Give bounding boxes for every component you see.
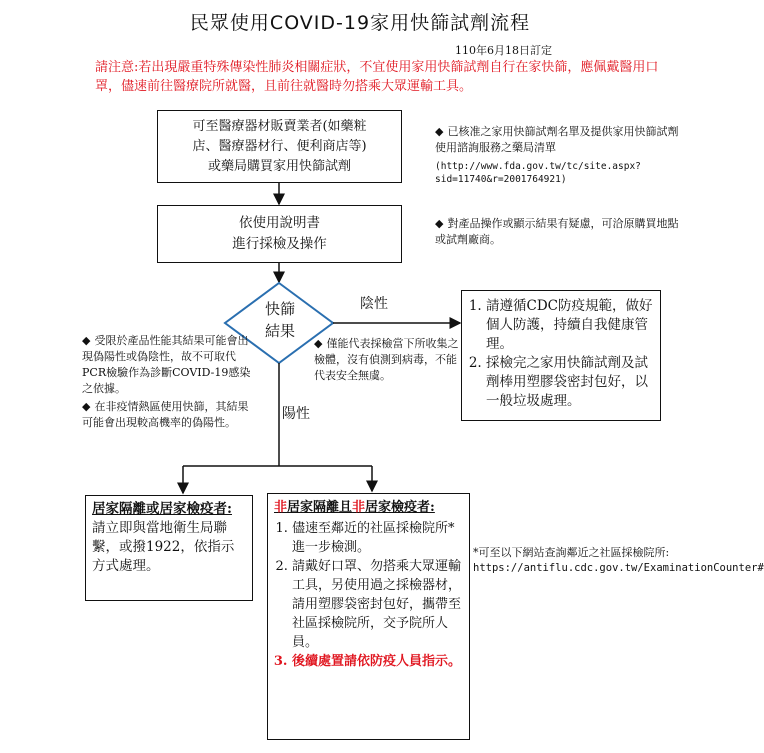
step2-line1: 依使用說明書 [239, 215, 320, 231]
issue-date: 110年6月18日訂定 [455, 44, 552, 57]
non-quarantine-item-2: 2. 請戴好口罩、勿搭乘大眾運輸工具，另使用過之採檢器材，請用塑膠袋密封包好，攜帶至社區採檢院所，交予院所人員。 [292, 557, 463, 652]
step2-line2: 進行採檢及操作 [232, 236, 327, 252]
negative-caveat-note: ◆ 僅能代表採檢當下所收集之檢體，沒有偵測到病毒，不能代表安全無虞。 [314, 337, 459, 382]
decision-line2: 結果 [264, 322, 295, 340]
step1-line3: 或藥局購買家用快篩試劑 [207, 159, 351, 174]
negative-item-1: 1. 請遵循CDC防疫規範，做好個人防護，持續自我健康管理。 [486, 297, 654, 354]
non-quarantine-box [267, 493, 470, 740]
page-title: 民眾使用COVID-19家用快篩試劑流程 [189, 12, 531, 34]
quarantine-box [85, 495, 253, 601]
negative-item-2: 2. 採檢完之家用快篩試劑及試劑棒用塑膠袋密封包好，以一般垃圾處理。 [486, 354, 654, 411]
branch-negative-label: 陰性 [360, 296, 388, 312]
negative-result-box [461, 290, 661, 421]
branch-positive-label: 陽性 [282, 406, 310, 422]
step-test-box [157, 205, 402, 263]
limitations-notes [82, 333, 252, 431]
step-purchase-box [157, 110, 402, 183]
quarantine-body: 請立即與當地衛生局聯繫，或撥1922，依指示方式處理。 [92, 520, 235, 574]
product-inquiry-note [435, 216, 685, 248]
limitation-note-1: ◆ 受限於產品性能其結果可能會出現偽陽性或偽陰性，故不可取代PCR檢驗作為診斷COVID-19感染之依據。 [82, 334, 251, 395]
non-quarantine-heading: 非居家隔離且非居家檢疫者: [274, 500, 435, 515]
approved-list-note [435, 124, 685, 186]
diamond-bullet-icon: ◆ [314, 337, 323, 350]
clinic-lookup-text: *可至以下網站查詢鄰近之社區採檢院所: [473, 546, 670, 559]
diamond-bullet-icon: ◆ [435, 217, 444, 230]
quarantine-heading: 居家隔離或居家檢疫者: [92, 501, 232, 517]
approved-list-text: 已核准之家用快篩試劑名單及提供家用快篩試劑使用諮詢服務之藥局清單 [435, 125, 679, 154]
fda-url[interactable]: (http://www.fda.gov.tw/tc/site.aspx?sid=11740&r=2001764921) [435, 161, 641, 185]
step1-line1: 可至醫療器材販賣業者(如藥粧 [192, 119, 367, 134]
diamond-bullet-icon: ◆ [435, 125, 444, 138]
non-quarantine-item-3: 3. 後續處置請依防疫人員指示。 [292, 652, 463, 671]
product-inquiry-text: 對產品操作或顯示結果有疑慮，可洽原購買地點或試劑廠商。 [435, 217, 679, 246]
cdc-url[interactable]: https://antiflu.cdc.gov.tw/ExaminationCounter# [473, 562, 764, 574]
clinic-lookup-note [473, 545, 764, 576]
diamond-bullet-icon: ◆ [82, 400, 91, 413]
non-quarantine-item-1: 1. 儘速至鄰近的社區採檢院所*進一步檢測。 [292, 519, 463, 557]
decision-label [245, 298, 315, 342]
step1-line2: 店、醫療器材行、便利商店等) [192, 139, 367, 154]
limitation-note-2: ◆ 在非疫情熱區使用快篩，其結果可能會出現較高機率的偽陽性。 [82, 400, 249, 429]
decision-line1: 快篩 [264, 300, 295, 318]
diamond-bullet-icon: ◆ [82, 334, 91, 347]
warning-notice: 請注意:若出現嚴重特殊傳染性肺炎相關症狀，不宜使用家用快篩試劑自行在家快篩，應佩戴醫用口罩，儘速前往醫療院所就醫，且前往就醫時勿搭乘大眾運輸工具。 [95, 60, 659, 94]
